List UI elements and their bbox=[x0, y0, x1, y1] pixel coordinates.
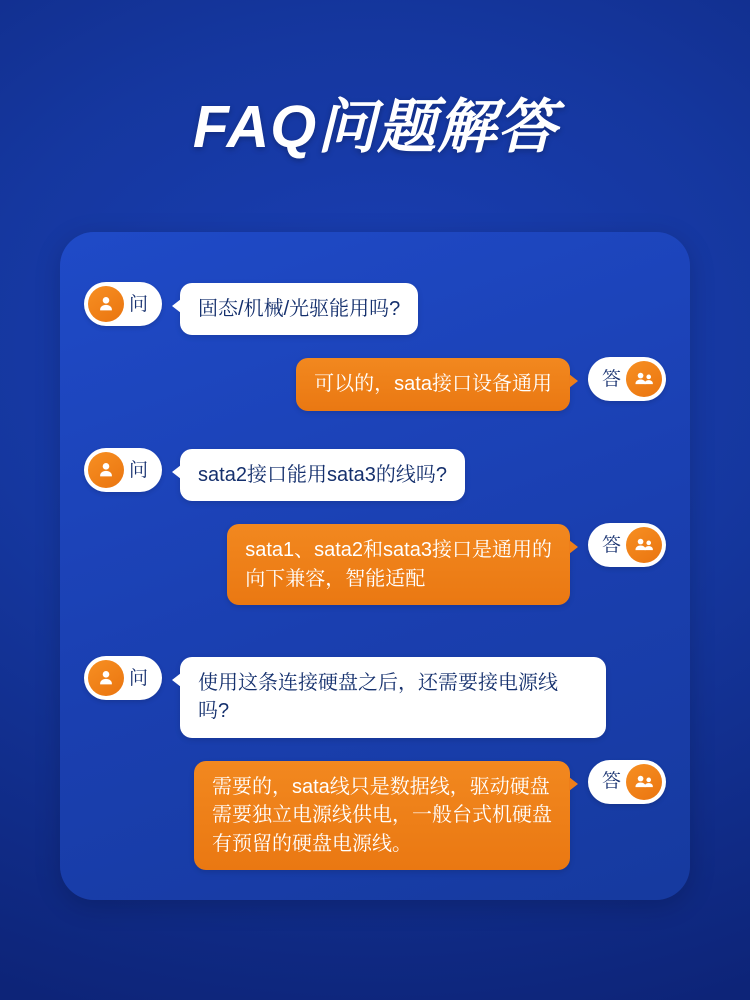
answer-text-line: 有预留的硬盘电源线。 bbox=[211, 832, 412, 855]
answer-bubble bbox=[227, 524, 570, 605]
question-text: 使用这条连接硬盘之后，还需要接电源线吗? bbox=[198, 672, 559, 723]
question-bubble bbox=[180, 283, 418, 335]
question-bubble bbox=[180, 657, 606, 738]
user-icon bbox=[88, 452, 124, 488]
question-badge-label: 问 bbox=[129, 667, 149, 689]
users-icon bbox=[626, 527, 662, 563]
users-icon bbox=[626, 361, 662, 397]
answer-row bbox=[60, 357, 690, 410]
question-badge bbox=[84, 448, 162, 492]
faq-card bbox=[60, 232, 690, 900]
page-title: FAQ问题解答 bbox=[192, 94, 558, 160]
answer-row bbox=[60, 760, 690, 870]
user-icon bbox=[88, 286, 124, 322]
answer-text-line: 需要独立电源线供电，一般台式机硬盘 bbox=[211, 804, 552, 827]
question-text: sata2接口能用sata3的线吗? bbox=[198, 464, 447, 486]
users-icon bbox=[626, 764, 662, 800]
answer-bubble bbox=[296, 358, 570, 410]
answer-bubble bbox=[194, 761, 570, 870]
question-badge bbox=[84, 282, 162, 326]
answer-badge-label: 答 bbox=[601, 771, 621, 793]
answer-badge bbox=[588, 357, 666, 401]
answer-badge bbox=[588, 523, 666, 567]
question-row bbox=[60, 282, 690, 335]
answer-text-line: 向下兼容，智能适配 bbox=[245, 567, 426, 590]
question-row bbox=[60, 448, 690, 501]
question-badge-label: 问 bbox=[129, 459, 149, 481]
question-text: 固态/机械/光驱能用吗? bbox=[198, 298, 401, 320]
answer-text-line: 可以的，sata接口设备通用 bbox=[314, 373, 552, 396]
answer-badge-label: 答 bbox=[601, 368, 621, 390]
qa-item bbox=[60, 448, 690, 605]
answer-badge-label: 答 bbox=[601, 534, 621, 556]
question-badge bbox=[84, 656, 162, 700]
user-icon bbox=[88, 660, 124, 696]
question-bubble bbox=[180, 449, 465, 501]
answer-badge bbox=[588, 760, 666, 804]
qa-item bbox=[60, 282, 690, 411]
answer-row bbox=[60, 523, 690, 605]
answer-text-line: sata1、sata2和sata3接口是通用的 bbox=[245, 539, 552, 562]
answer-text-line: 需要的，sata线只是数据线，驱动硬盘 bbox=[211, 775, 550, 798]
question-badge-label: 问 bbox=[129, 293, 149, 315]
question-row bbox=[60, 656, 690, 738]
qa-item bbox=[60, 656, 690, 870]
